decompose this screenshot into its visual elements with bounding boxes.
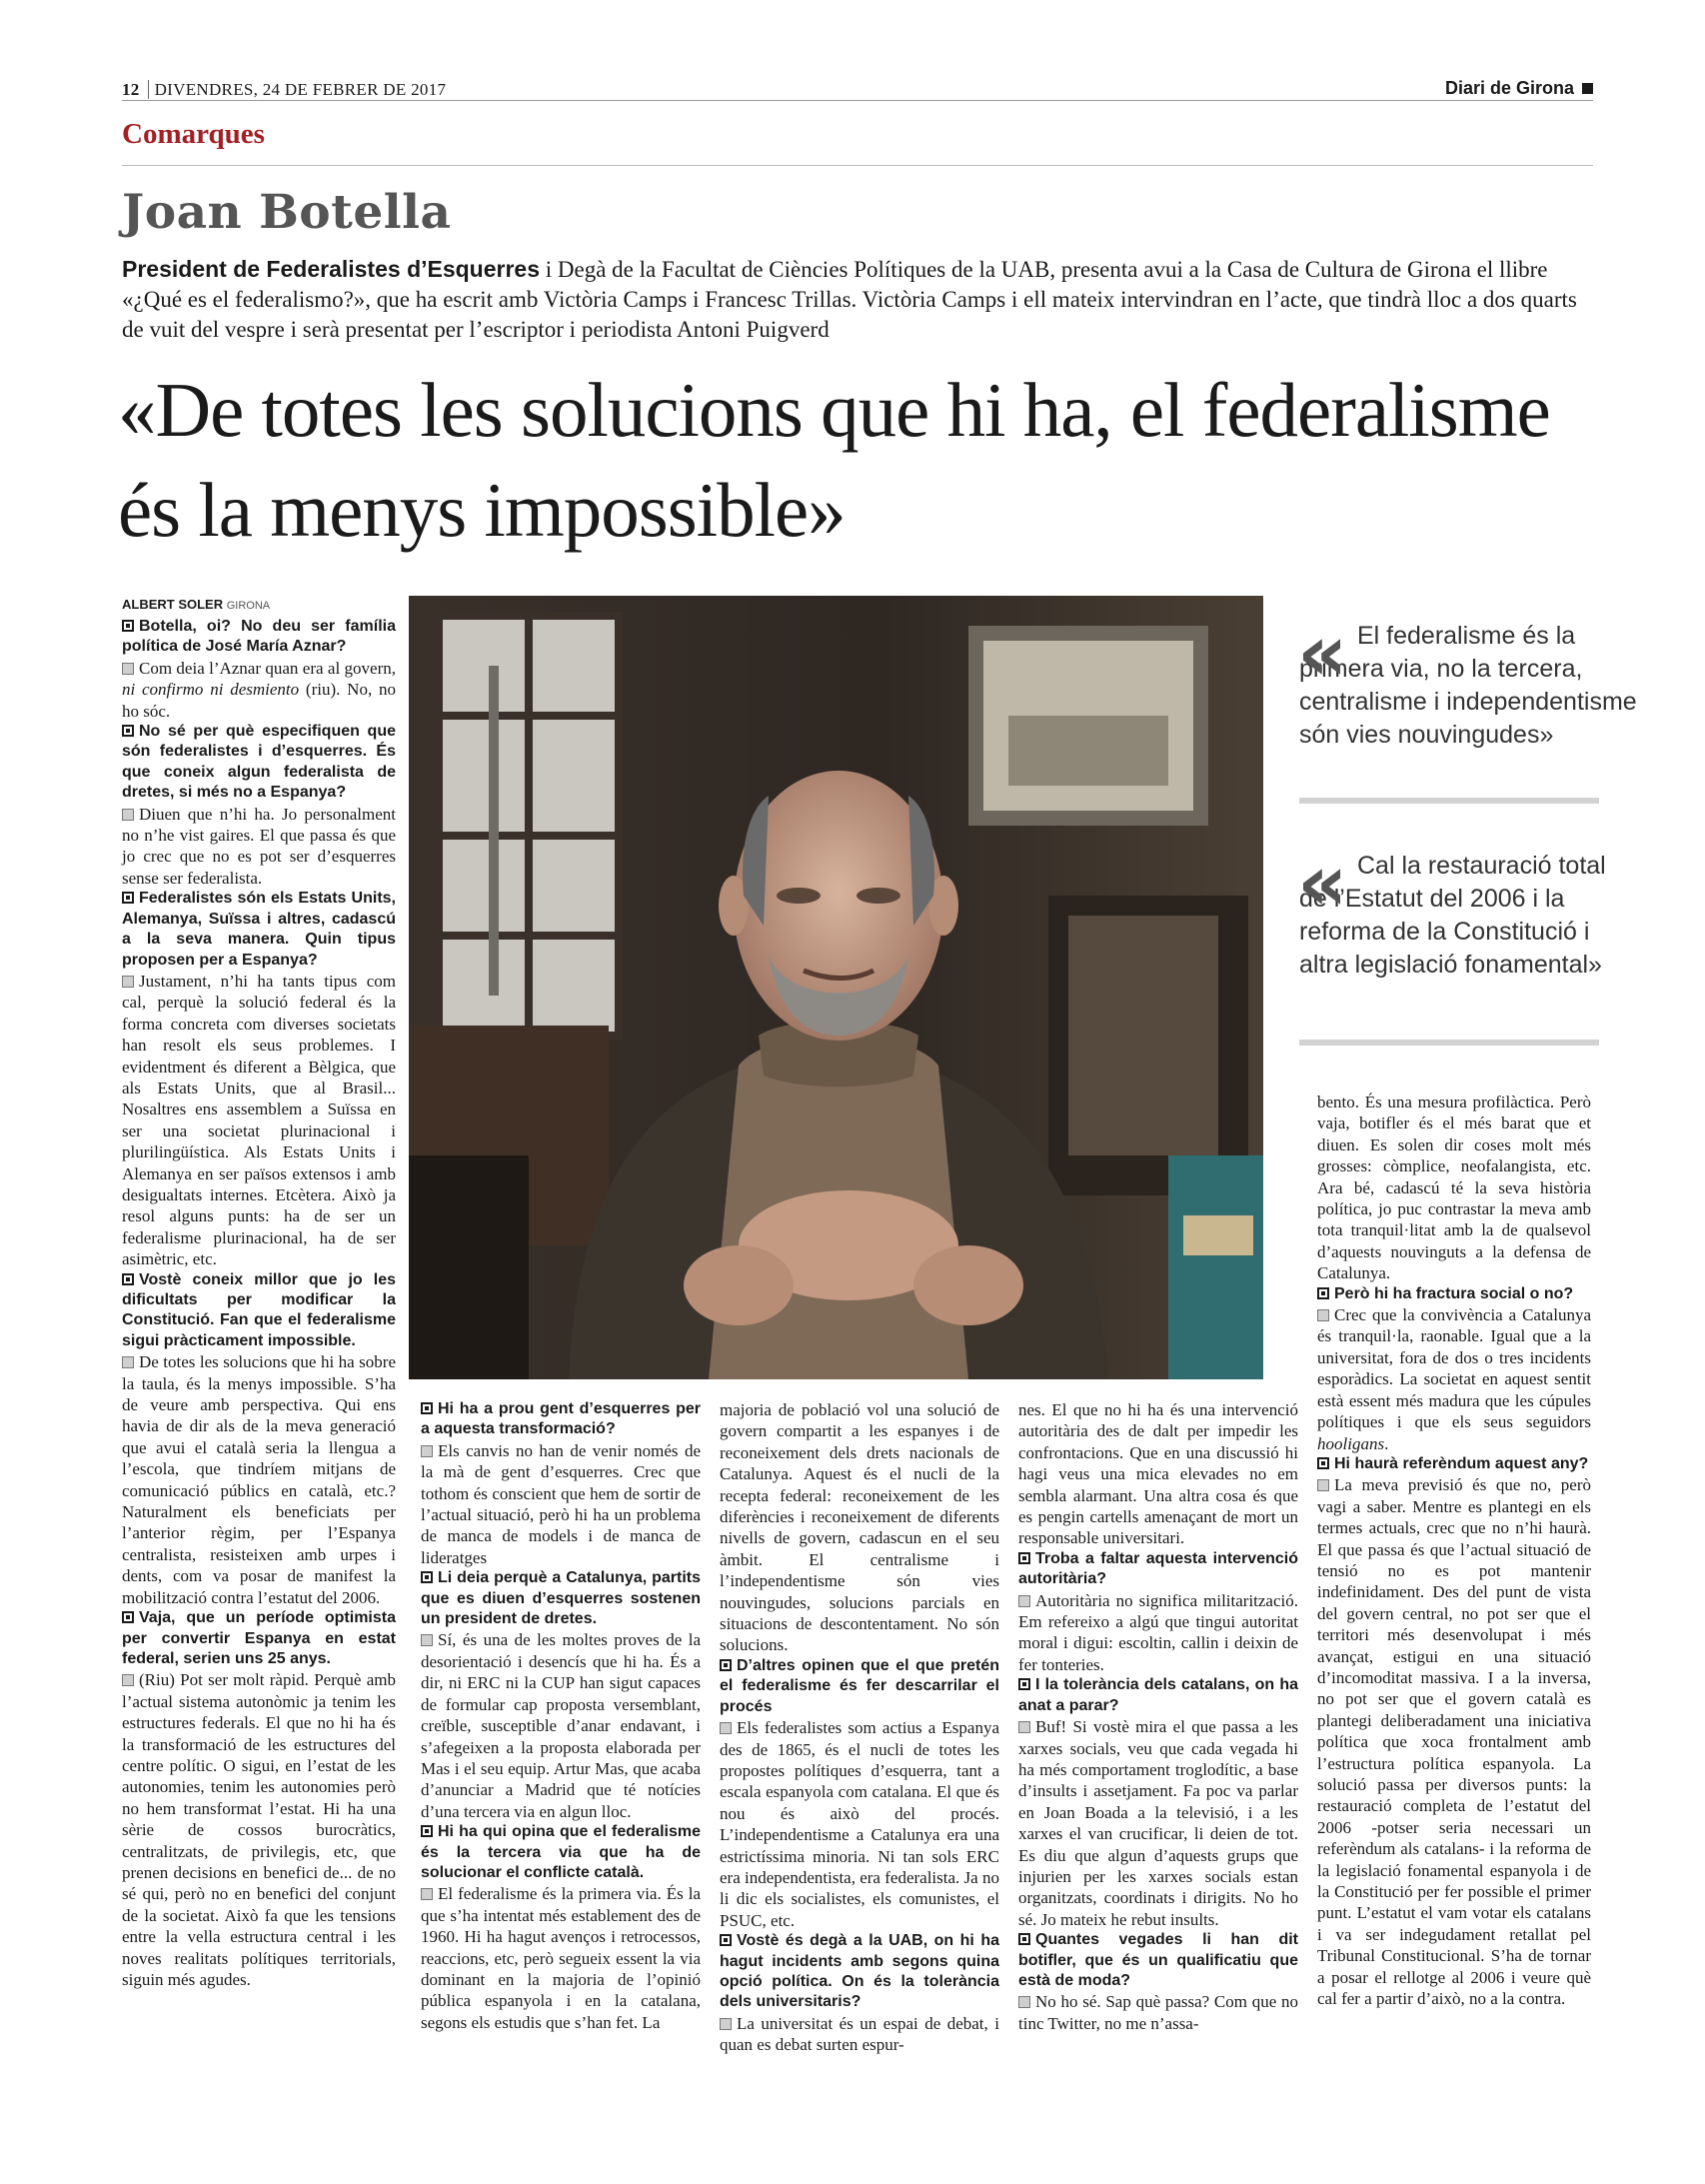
paragraph-text: Li deia perquè a Catalunya, partits que es diuen d’esquerres sostenen un president de dretes. [421, 1569, 701, 1628]
answer-marker-icon [122, 1356, 134, 1368]
question-marker-icon [421, 1402, 433, 1414]
answer-marker-icon [720, 2018, 732, 2030]
quote-mark-icon: « [1297, 839, 1348, 929]
intro-paragraph [122, 254, 1601, 345]
paragraph-text: D’altres opinen que el que pretén el federalisme és fer descarrilar el procés [720, 1656, 999, 1715]
interview-answer [122, 658, 396, 722]
paragraph-text: Justament, n’hi ha tants tipus com cal, perquè la solució federal és la forma concreta com diverses societats han resolt els seus problemes. I evidentment és diferent a Bèlgica, que als Estats Units, que al Brasil... Nosaltres ens assemblem a Suïssa en ser una societat plurinacional i plurilingüística. Als Estats Units i Alemanya en ser països extensos i amb desigualtats internes. Etcètera. Això ja resol alguns punts: ha de ser un federalisme plurinacional, ha de ser asimètric, etc. [122, 971, 396, 1269]
interview-question [1018, 1930, 1298, 1991]
question-marker-icon [1018, 1678, 1030, 1690]
answer-marker-icon [1018, 1721, 1030, 1733]
article-column-4 [1018, 1399, 1298, 2034]
paragraph-text: Com deia l’Aznar quan era al govern, [139, 658, 396, 678]
brand-name: Diari de Girona [1444, 78, 1574, 98]
paragraph-text: Crec que la convivència a Catalunya és tranquil·la, raonable. Igual que a la universitat, fora de dos o tres incidents esporàdics. La societat en aquest sentit està essent més madura que les cúpules polítiques i que els seus seguidors [1317, 1305, 1591, 1432]
interview-answer [720, 1717, 999, 1931]
interview-answer [122, 804, 396, 890]
question-marker-icon [720, 1659, 732, 1671]
paragraph-text: Però hi ha fractura social o no? [1334, 1284, 1574, 1302]
interview-answer [1018, 1590, 1298, 1676]
paragraph-text: majoria de població vol una solució de govern compartit a les espanyes i de reconeixement dels drets nacionals de Catalunya. Aquest és el nucli de la recepta federal: reconeixement de les diferències i reconeixement de diferents nivells de govern, cadascun en el seu àmbit. El centralisme i l’independentisme són vies nouvingudes, solucions parcials en situacions de descontentament. No són solucions. [720, 1400, 999, 1655]
paragraph-text: nes. El que no hi ha és una intervenció autoritària des de dalt per impedir les confrontacions. Que en una discussió hi hagi veus una mica elevades no em sembla alarmant. Una altra cosa és que es pengin cartells amenaçant de mort un responsable universitari. [1018, 1400, 1298, 1548]
paragraph-text: No sé per què especifiquen que són federalistes i d’esquerres. És que coneix algun federalista de dretes, si més no a Espanya? [122, 723, 396, 802]
paragraph-text: Vostè és degà a la UAB, on hi ha hagut incidents amb segons quina opció política. On és la tolerància dels universitaris? [720, 1932, 999, 2011]
article-column-3 [720, 1399, 999, 2056]
interview-answer [421, 1629, 701, 1822]
photo-illustration [409, 596, 1263, 1379]
header-rule [122, 100, 1593, 101]
question-marker-icon [1317, 1457, 1329, 1469]
paragraph-text: Autoritària no significa militarització. Em refereixo a algú que tingui autoritat moral i digui: escoltin, callin i deixin de fer tonteries. [1018, 1590, 1298, 1674]
emphasis-text: ni confirmo ni desmiento [122, 680, 300, 700]
paragraph-text: Hi ha a prou gent d’esquerres per a aquesta transformació? [421, 1400, 701, 1438]
paragraph-text: Vaja, que un període optimista per convertir Espanya en estat federal, serien uns 25 anys. [122, 1609, 396, 1667]
article-column-1 [122, 617, 396, 1990]
answer-marker-icon [1018, 1595, 1030, 1607]
answer-marker-icon [1317, 1309, 1329, 1321]
paragraph-text: (riu). No, no ho sóc. [122, 680, 396, 721]
interview-answer [1018, 1716, 1298, 1930]
paragraph-text: Buf! Si vostè mira el que passa a les xarxes socials, veu que cada vegada hi ha més comportament troglodític, a base d’insults i assetjament. Fa poc va parlar en Joan Boada a la televisió, i a les xarxes el van crucificar, li deien de tot. Es diu que algun d’aquests grups que injurien per les xarxes socials estan organitzats, coordinats i dirigits. No ho sé. Jo mateix he rebut insults. [1018, 1717, 1298, 1929]
section-title: Comarques [122, 118, 265, 150]
newspaper-brand [1445, 78, 1593, 99]
paragraph-text: La meva previsió és que no, però vagi a saber. Mentre es plantegi en els termes actuals, crec que no n’hi haurà. El que passa és que l’actual situació de tensió no es pot mantenir indefinidament. Des del punt de vista del govern central, no pot ser que el territori més desenvolupat i més avançat, estigui en una situació d’incomoditat massiva. I a la inversa, no pot ser que el govern català es plantegi deliberadament una iniciativa política que xoca frontalment amb l’estructura política espanyola. La solució passa per diversos punts: la restauració completa de l’estatut del 2006 -potser seria necessari un referèndum als catalans- i la reforma de la legislació fonamental espanyola i de la Constitució per fer possible el primer punt. L’estatut el vam votar els catalans i va ser indegudament retallat pel Tribunal Constitucional. S’ha de tornar a posar el rellotge al 2006 i veure què cal fer a partir d’això, no a la contra. [1317, 1475, 1591, 2009]
interview-question [122, 889, 396, 971]
page-folio [122, 80, 446, 100]
article-column-5 [1317, 1092, 1591, 2009]
interview-question [1317, 1454, 1591, 1474]
answer-marker-icon [720, 1722, 732, 1734]
article-column-2 [421, 1399, 701, 2033]
byline [122, 597, 270, 612]
answer-marker-icon [122, 809, 134, 821]
answer-marker-icon [1317, 1479, 1329, 1491]
paragraph-text: I la tolerància dels catalans, on ha anat a parar? [1018, 1676, 1298, 1714]
paragraph-text: El federalisme és la primera via. És la que s’ha intentat més establement des de 1960. Hi ha hagut avenços i retrocessos, reaccions, etc, però segueix essent la via dominant en la majoria de l’opinió pública espanyola i en la catalana, segons els estudis que s’han fet. La [421, 1884, 701, 2032]
paragraph-text: Federalistes són els Estats Units, Alemanya, Suïssa i altres, cadascú a la seva manera. Quin tipus proposen per a Espanya? [122, 890, 396, 969]
interview-answer [122, 1351, 396, 1608]
interview-question [720, 1931, 999, 2013]
answer-continuation [1317, 1092, 1591, 1284]
paragraph-text: Els federalistes som actius a Espanya des de 1865, és el nucli de totes les propostes polítiques d’esquerra, tant a escala espanyola com catalana. El que és nou és això del procés. L’independentisme a Catalunya era una estrictíssima minoria. Ni tan sols ERC era independentista, era federalista. Ja no li dic els socialistes, els comunistes, el PSUC, etc. [720, 1718, 999, 1930]
answer-marker-icon [421, 1445, 433, 1457]
headline: «De totes les solucions que hi ha, el federalisme és la menys impossible» [118, 367, 1550, 553]
interview-answer [720, 2013, 999, 2056]
answer-continuation [1018, 1399, 1298, 1549]
question-marker-icon [421, 1571, 433, 1583]
interview-answer [421, 1440, 701, 1568]
question-marker-icon [1018, 1933, 1030, 1945]
question-marker-icon [122, 1273, 134, 1285]
pull-quote-2 [1297, 839, 1639, 982]
question-marker-icon [122, 892, 134, 904]
interview-question [1317, 1284, 1591, 1304]
question-marker-icon [1317, 1287, 1329, 1299]
interview-photo [409, 596, 1263, 1379]
paragraph-text: (Riu) Pot ser molt ràpid. Perquè amb l’actual sistema autonòmic ja tenim les estructures federals. El que no hi ha és la transformació de les estructures del centre polític. O sigui, en l’estat de les autonomies, tenim les autonomies però no hem transformat l’estat. Hi ha una sèrie de cossos burocràtics, centralitzats, de privilegis, etc, que prenen decisions en benefici de... de no sé qui, però no en benefici del conjunt de la societat. Això fa que les tensions entre la vella estructura central i les noves realitats polítiques territorials, siguin més agudes. [122, 1670, 396, 1989]
paragraph-text: Diuen que n’hi ha. Jo personalment no n’he vist gaires. El que passa és que jo crec que no es pot ser d’esquerres sense ser federalista. [122, 804, 396, 888]
interview-question [122, 1608, 396, 1669]
intro-text: i Degà de la Facultat de Ciències Polítiques de la UAB, presenta avui a la Casa de Cultura de Girona el llibre «¿Qué es el federalismo?», que ha escrit amb Victòria Camps i Francesc Trillas. Victòria Camps i ell mateix intervindran en l’acte, que tindrà lloc a dos quarts de vuit del vespre i serà presentat per l’escriptor i periodista Antoni Puigverd [122, 257, 1577, 342]
interview-answer [1018, 1991, 1298, 2034]
paragraph-text: No ho sé. Sap què passa? Com que no tinc Twitter, no me n’assa- [1018, 1992, 1298, 2033]
interview-question [421, 1399, 701, 1440]
interview-question [1018, 1549, 1298, 1590]
interview-question [720, 1656, 999, 1717]
paragraph-text: Vostè coneix millor que jo les dificultats per modificar la Constitució. Fan que el federalisme sigui pràcticament impossible. [122, 1270, 396, 1349]
answer-marker-icon [122, 976, 134, 988]
question-marker-icon [122, 1611, 134, 1623]
interview-question [421, 1822, 701, 1883]
answer-marker-icon [421, 1634, 433, 1646]
pull-quote-rule [1299, 798, 1599, 804]
interview-question [122, 617, 396, 658]
section-rule [122, 165, 1593, 166]
question-marker-icon [122, 620, 134, 632]
pull-quote-text: Cal la restauració total de l’Estatut del 2006 i la reforma de la Constitució i altra legislació fonamental» [1299, 852, 1606, 979]
interview-answer [1317, 1304, 1591, 1454]
paragraph-text: La universitat és un espai de debat, i quan es debat surten espur- [720, 2013, 999, 2055]
paragraph-text: Botella, oi? No deu ser família política de José María Aznar? [122, 618, 396, 656]
pull-quote-text: El federalisme és la primera via, no la tercera, centralisme i independentisme són vies nouvingudes» [1299, 622, 1637, 749]
paragraph-text: Troba a faltar aquesta intervenció autoritària? [1018, 1549, 1298, 1588]
question-marker-icon [1018, 1552, 1030, 1564]
byline-location: GIRONA [226, 600, 271, 612]
interview-question [122, 722, 396, 804]
interviewee-name: Joan Botella [122, 185, 452, 240]
answer-continuation [720, 1399, 999, 1656]
question-marker-icon [421, 1825, 433, 1837]
interview-answer [421, 1883, 701, 2033]
byline-author: ALBERT SOLER [122, 597, 224, 612]
interview-answer [1317, 1474, 1591, 2009]
interview-question [421, 1568, 701, 1629]
interview-answer [122, 1669, 396, 1990]
paragraph-text: . [1384, 1433, 1389, 1453]
question-marker-icon [122, 725, 134, 737]
interview-question [1018, 1675, 1298, 1716]
paragraph-text: bento. És una mesura profilàctica. Però vaja, botifler és el més barat que et diuen. Es solen dir coses molt més grosses: còmplice, neofalangista, etc. Ara bé, cadascú té la seva història política, jo puc contrastar la meva amb tota tranquil·litat amb la de qualsevol d’aquests nouvinguts a la defensa de Catalunya. [1317, 1092, 1591, 1283]
intro-lead: President de Federalistes d’Esquerres [122, 256, 541, 282]
answer-marker-icon [1018, 1996, 1030, 2008]
paragraph-text: Quantes vegades li han dit botifler, que és un qualificatiu que està de moda? [1018, 1931, 1298, 1989]
paragraph-text: Sí, és una de les moltes proves de la desorientació i desencís que hi ha. És a dir, ni ERC ni la CUP han sigut capaces de formular cap proposta versemblant, creïble, susceptible d’anar endavant, i s’afegeixen a la proposta elaborada per Mas i el seu equip. Artur Mas, que acaba d’anunciar a Madrid que té notícies d’una tercera via en algun lloc. [421, 1630, 701, 1821]
answer-marker-icon [421, 1888, 433, 1900]
quote-mark-icon: « [1297, 609, 1348, 699]
interview-question [122, 1270, 396, 1352]
pull-quote-1 [1297, 609, 1639, 752]
question-marker-icon [720, 1934, 732, 1946]
issue-date: DIVENDRES, 24 DE FEBRER DE 2017 [154, 80, 447, 99]
interview-answer [122, 971, 396, 1270]
answer-marker-icon [122, 663, 134, 675]
pull-quote-rule [1299, 1040, 1599, 1046]
paragraph-text: Hi haurà referèndum aquest any? [1334, 1454, 1589, 1472]
emphasis-text: hooligans [1317, 1433, 1385, 1453]
paragraph-text: De totes les solucions que hi ha sobre la taula, és la menys impossible. S’ha de veure amb perspectiva. Qui ens havia de dir als de la meva generació que avui el català seria la llengua a l’escola, que tindríem mitjans de comunicació públics en català, etc.? Naturalment els beneficiats per l’anterior règim, per l’Espanya centralista, resisteixen amb urpes i dents, com va posar de manifest la mobilització contra l’estatut del 2006. [122, 1352, 396, 1607]
page-number: 12 [122, 80, 149, 99]
answer-marker-icon [122, 1674, 134, 1686]
brand-square-icon [1582, 83, 1593, 94]
paragraph-text: Hi ha qui opina que el federalisme és la tercera via que ha de solucionar el conflicte català. [421, 1823, 701, 1881]
paragraph-text: Els canvis no han de venir només de la mà de gent d’esquerres. Crec que tothom és conscient que hem de sortir de l’actual situació, però hi ha un problema de manca de models i de manca de lideratges [421, 1440, 701, 1567]
